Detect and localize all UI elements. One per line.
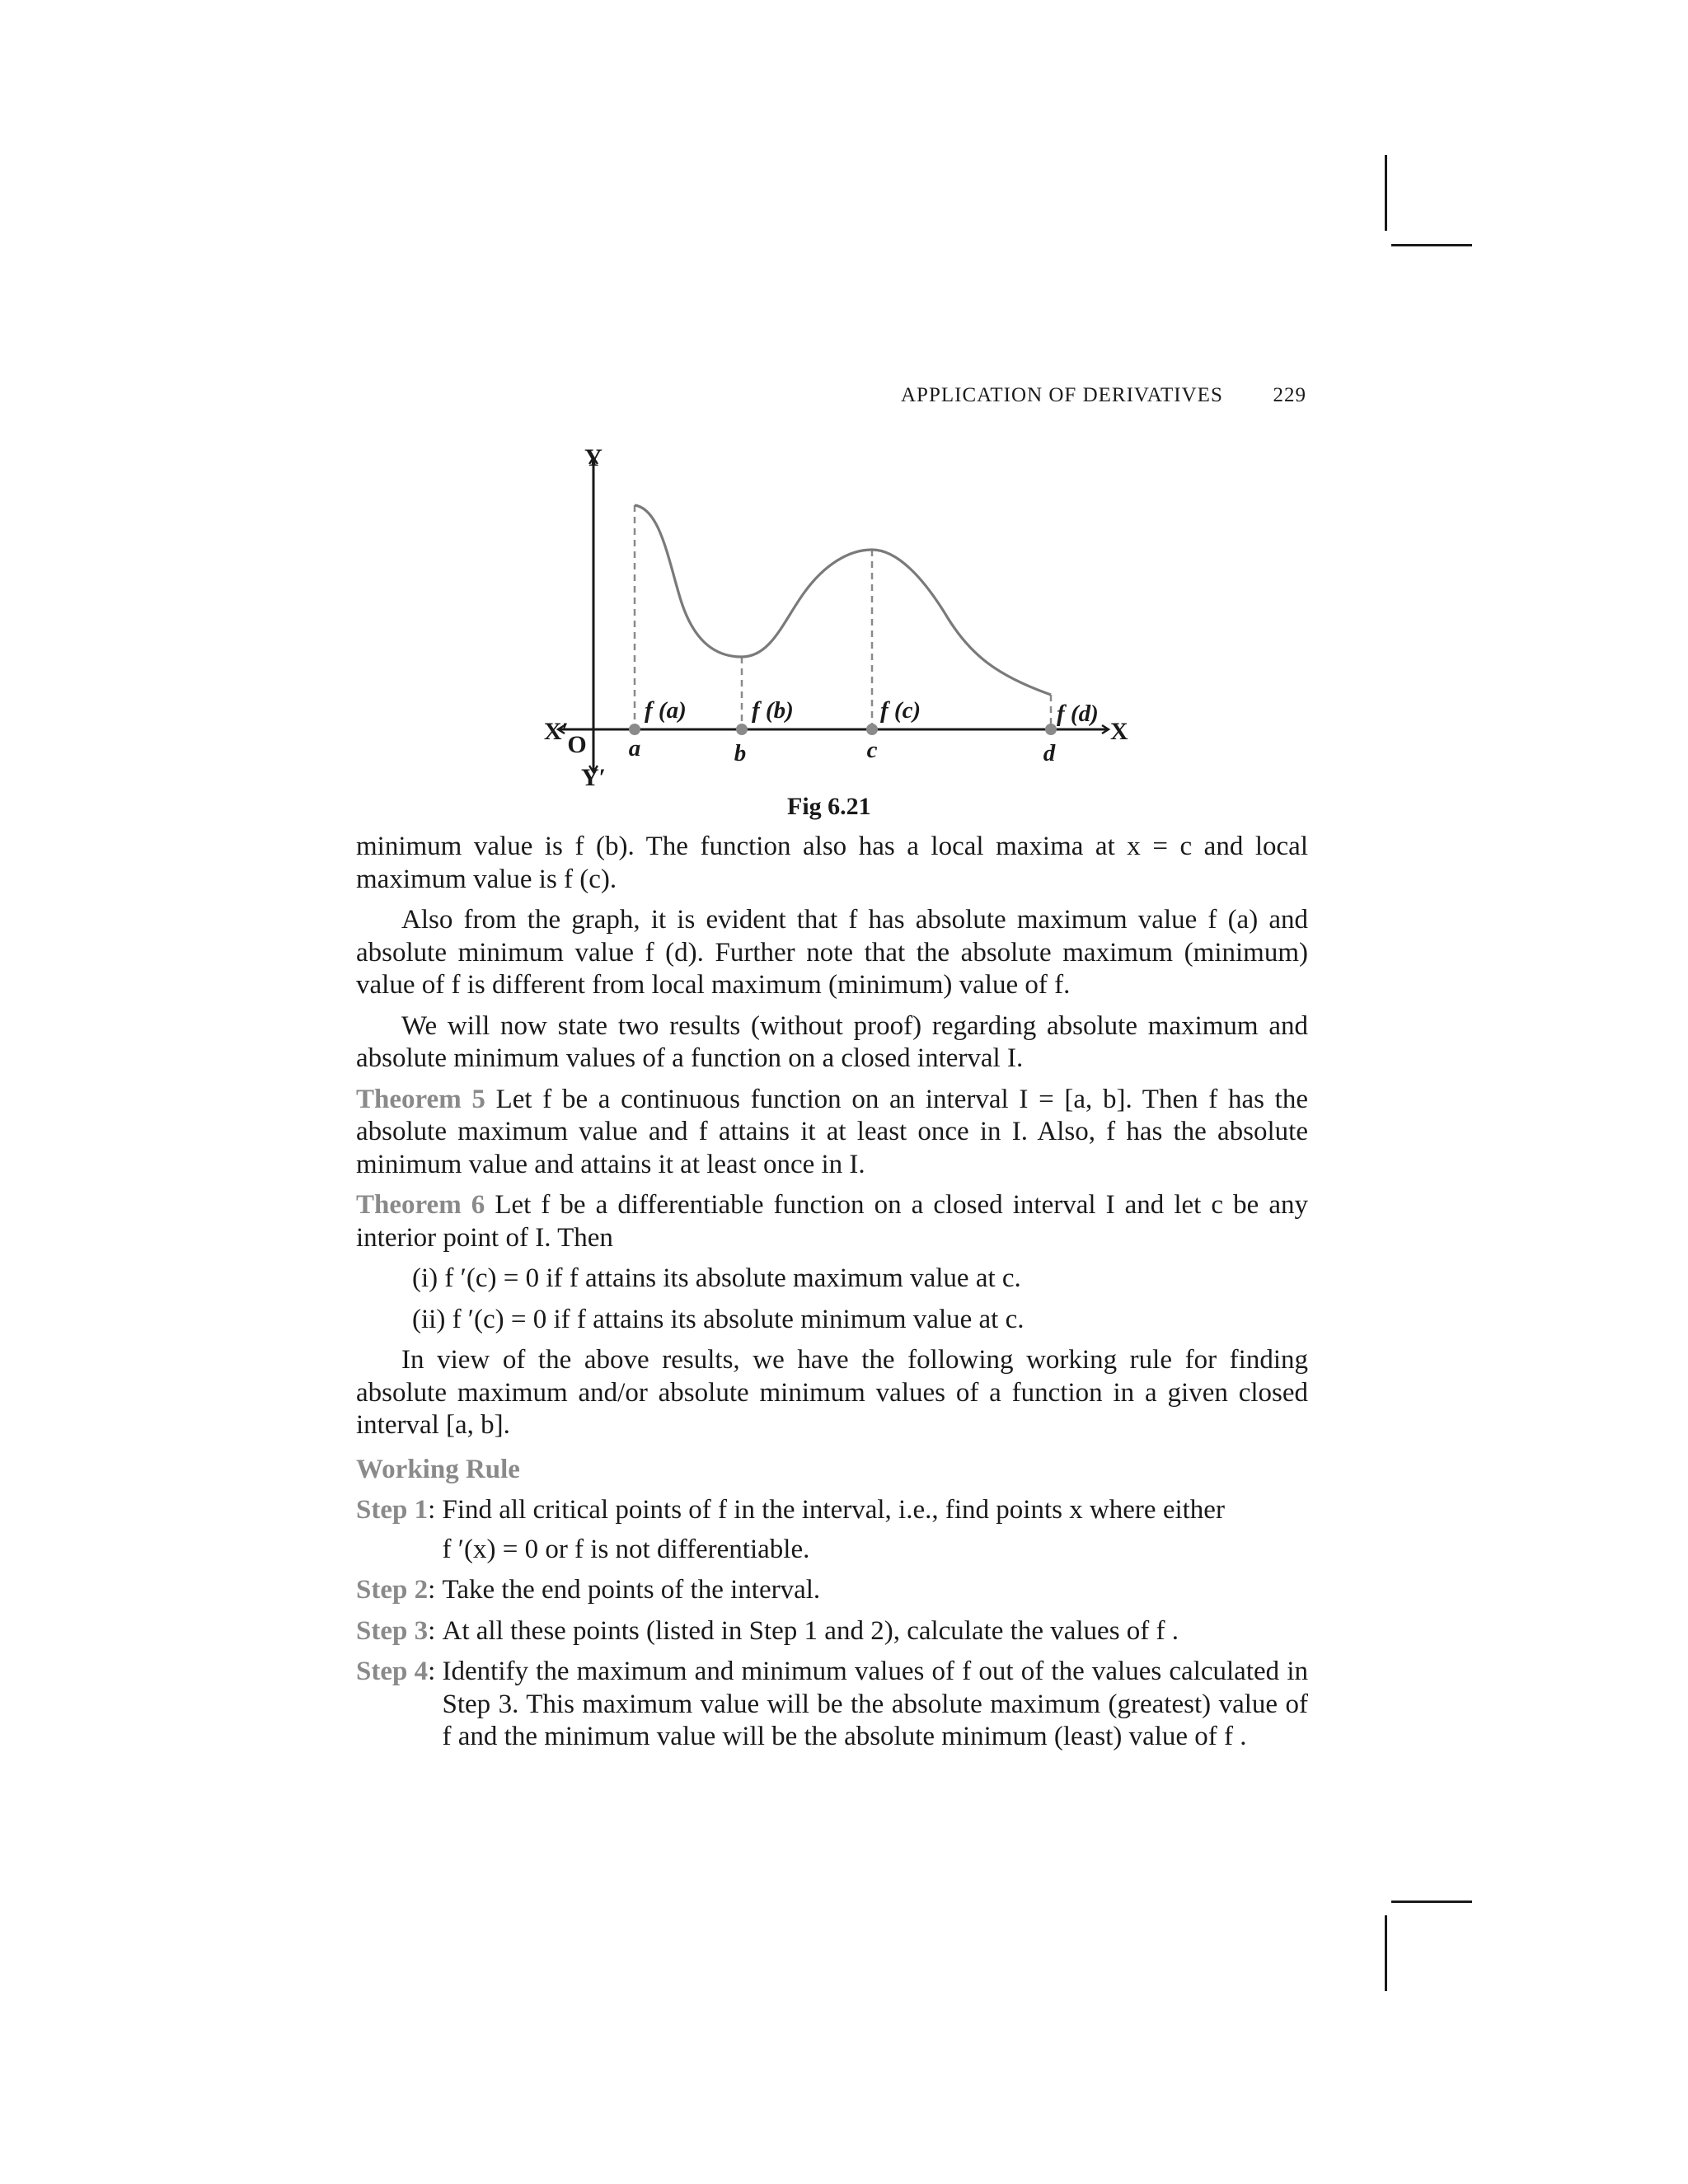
body-text [356,831,1308,1754]
label-value-fb: f (b) [752,697,794,724]
step-4: Step 4: Identify the maximum and minimum values of f out of the values calculated in Step 3. This maximum value will be the absolute maximum (greatest) value of f and the minimum value will be the absolute minimum (least) value of f . [356,1656,1308,1754]
function-curve [635,505,1051,695]
step-2-text: Take the end points of the interval. [442,1575,821,1605]
function-graph-figure [519,441,1146,787]
label-point-c: c [866,737,878,763]
label-point-a: a [628,735,641,762]
label-y-axis-negative: Y′ [580,764,607,787]
crop-mark-bottom-horizontal [1391,1900,1472,1903]
label-value-fa: f (a) [645,697,687,724]
label-point-d: d [1043,740,1056,766]
step-1: Step 1: Find all critical points of f in the interval, i.e., find points x where either f ′(x) = 0 or f is not differentiable. [356,1494,1308,1566]
step-3-text: At all these points (listed in Step 1 and 2), calculate the values of f . [442,1615,1179,1646]
crop-mark-top-horizontal [1391,244,1472,246]
point-marker-b [736,724,748,735]
paragraph-1: minimum value is f (b). The function also has a local maxima at x = c and local maximum value is f (c). [356,832,1308,894]
label-x-axis-negative: X′ [543,718,569,745]
theorem-6-text: Let f be a differentiable function on a closed interval I and let c be any interior point of I. Then [356,1190,1308,1253]
label-y-axis: Y [584,444,603,471]
label-origin: O [567,731,587,758]
running-head [901,384,1306,407]
point-marker-c [866,724,878,735]
theorem-6 [356,1189,1308,1254]
paragraph-4: In view of the above results, we have the following working rule for finding absolute maximum and/or absolute minimum values of a function in a given closed interval [a, b]. [356,1345,1308,1440]
working-rule-heading: Working Rule [356,1454,520,1484]
page-number: 229 [1273,384,1306,406]
step-2-label: Step 2 [356,1575,429,1605]
theorem-6-label: Theorem 6 [356,1190,485,1220]
label-value-fc: f (c) [880,697,921,724]
step-4-text: Identify the maximum and minimum values of f out of the values calculated in Step 3. This maximum value will be the absolute maximum (greatest) value of f and the minimum value will be the absolute minimum (least) value of f . [442,1657,1308,1751]
label-value-fd: f (d) [1057,701,1099,727]
theorem-6-item-i: (i) f ′(c) = 0 if f attains its absolute maximum value at c. [412,1263,1021,1293]
theorem-5 [356,1084,1308,1182]
step-3: Step 3: At all these points (listed in Step 1 and 2), calculate the values of f . [356,1615,1308,1648]
step-3-label: Step 3 [356,1615,429,1646]
step-1-formula: f ′(x) = 0 or f is not differentiable. [442,1534,810,1564]
point-marker-d [1045,724,1057,735]
paragraph-2: Also from the graph, it is evident that f has absolute maximum value f (a) and absolute minimum value f (d). Further note that the absolute maximum (minimum) value of f is different from local maximum (minimum) value of f. [356,905,1308,1000]
step-4-label: Step 4 [356,1657,429,1686]
crop-mark-bottom-vertical [1385,1915,1387,1991]
crop-mark-top-vertical [1385,155,1387,231]
label-x-axis: X [1110,718,1128,745]
figure-caption: Fig 6.21 [787,793,871,820]
paragraph-3: We will now state two results (without proof) regarding absolute maximum and absolute minimum values of a function on a closed interval I. [356,1010,1308,1073]
step-1-text: Find all critical points of f in the interval, i.e., find points x where either [442,1495,1225,1525]
running-head-title: APPLICATION OF DERIVATIVES [901,384,1223,406]
theorem-6-item-ii: (ii) f ′(c) = 0 if f attains its absolute minimum value at c. [412,1304,1025,1334]
point-marker-a [629,724,640,735]
theorem-5-text: Let f be a continuous function on an interval I = [a, b]. Then f has the absolute maximum value and f attains it at least once in I. Also, f has the absolute minimum value and attains it at least once in I. [356,1084,1308,1179]
label-point-b: b [734,740,747,766]
theorem-5-label: Theorem 5 [356,1084,485,1114]
step-2: Step 2: Take the end points of the interval. [356,1574,1308,1607]
step-1-label: Step 1 [356,1495,429,1525]
